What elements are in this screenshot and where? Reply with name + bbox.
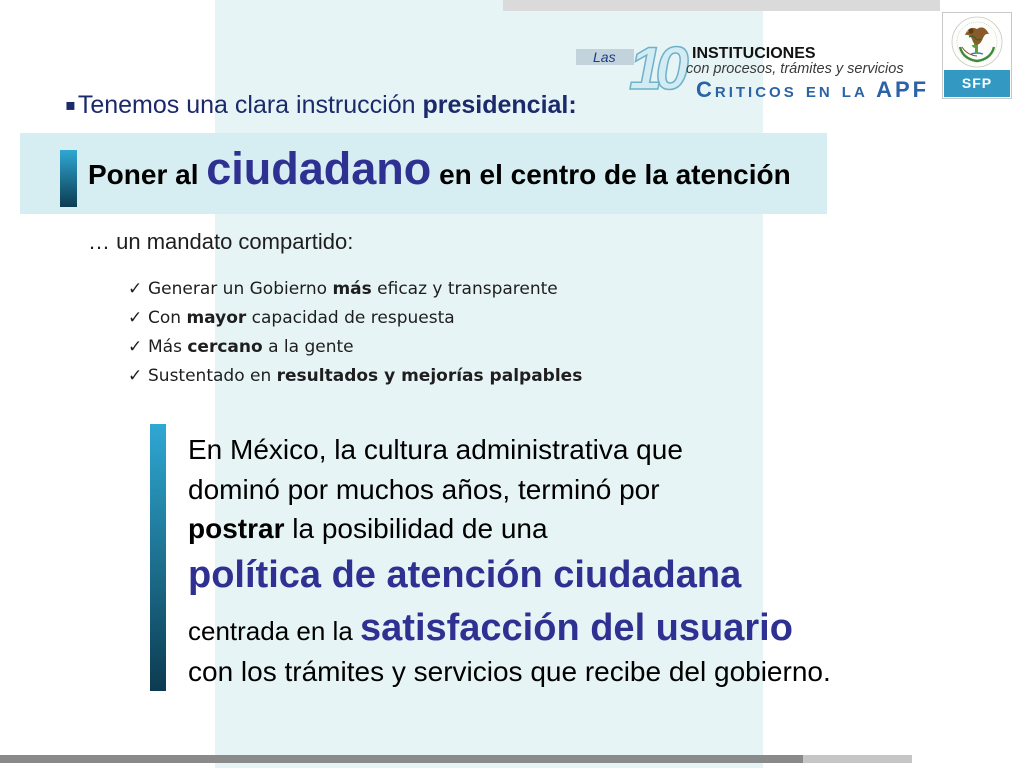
- intro-text: Tenemos una clara instrucción: [77, 91, 423, 119]
- checklist-item-emphasis: resultados y mejorías palpables: [276, 366, 583, 386]
- headline-suffix: en el centro de la atención: [431, 159, 791, 190]
- mandate-subtitle: … un mandato compartido:: [88, 229, 354, 254]
- checklist-item-emphasis: más: [332, 279, 372, 299]
- logo-criticos: Criticos en la APF: [696, 77, 930, 102]
- quote-line-1: En México, la cultura administrativa que: [188, 434, 683, 465]
- checklist-item: [128, 333, 582, 362]
- checklist-item: [128, 275, 582, 304]
- checklist-item-text: capacidad de respuesta: [246, 308, 455, 328]
- checklist-item-text: a la gente: [262, 337, 354, 357]
- intro-bullet: [65, 93, 577, 118]
- quote-line-6: con los trámites y servicios que recibe del gobierno.: [188, 656, 831, 687]
- checklist-item: [128, 304, 582, 333]
- top-accent-bar: [503, 0, 940, 11]
- quote-line-4-highlight: política de atención ciudadana: [188, 554, 742, 596]
- quote-line-3-text: la posibilidad de una: [284, 513, 548, 544]
- checklist: [128, 275, 582, 391]
- quote-line-5: [188, 609, 793, 647]
- bullet-marker: ▪: [65, 95, 76, 114]
- mexico-coat-of-arms-icon: [943, 14, 1011, 70]
- logo-instituciones: INSTITUCIONES: [692, 45, 816, 62]
- logo-las-box: [576, 49, 634, 65]
- checklist-item-emphasis: mayor: [186, 308, 247, 328]
- checklist-item-text: Más: [148, 337, 188, 357]
- quote-line-3-emphasis: postrar: [188, 513, 285, 544]
- quote-accent-bar: [150, 424, 166, 691]
- checkmark-icon: ✓: [128, 366, 143, 386]
- checklist-item: [128, 362, 582, 391]
- footer-bar-light: [803, 755, 912, 763]
- quote-line-2: dominó por muchos años, terminó por: [188, 474, 660, 505]
- footer-bar-dark: [0, 755, 803, 763]
- logo-las-label: Las: [593, 49, 616, 65]
- checklist-item-text: Sustentado en: [148, 366, 277, 386]
- checkmark-icon: ✓: [128, 337, 143, 357]
- checklist-item-text: eficaz y transparente: [371, 279, 558, 299]
- headline-accent-bar: [60, 150, 77, 207]
- sfp-label: SFP: [944, 70, 1010, 97]
- logo-tagline: con procesos, trámites y servicios: [686, 61, 904, 77]
- headline-prefix: Poner al: [88, 159, 207, 190]
- headline-text: [88, 143, 791, 194]
- intro-bold: presidencial:: [422, 91, 577, 119]
- checkmark-icon: ✓: [128, 308, 143, 328]
- headline-highlight: ciudadano: [206, 143, 432, 194]
- logo-number: 10: [629, 35, 682, 102]
- checklist-item-text: Generar un Gobierno: [148, 279, 333, 299]
- quote-line-3: [188, 515, 548, 543]
- checklist-item-text: Con: [148, 308, 187, 328]
- quote-line-5-text: centrada en la: [188, 616, 361, 646]
- quote-line-5-highlight: satisfacción del usuario: [360, 607, 793, 649]
- sfp-seal: [942, 12, 1012, 99]
- checkmark-icon: ✓: [128, 279, 143, 299]
- checklist-item-emphasis: cercano: [187, 337, 263, 357]
